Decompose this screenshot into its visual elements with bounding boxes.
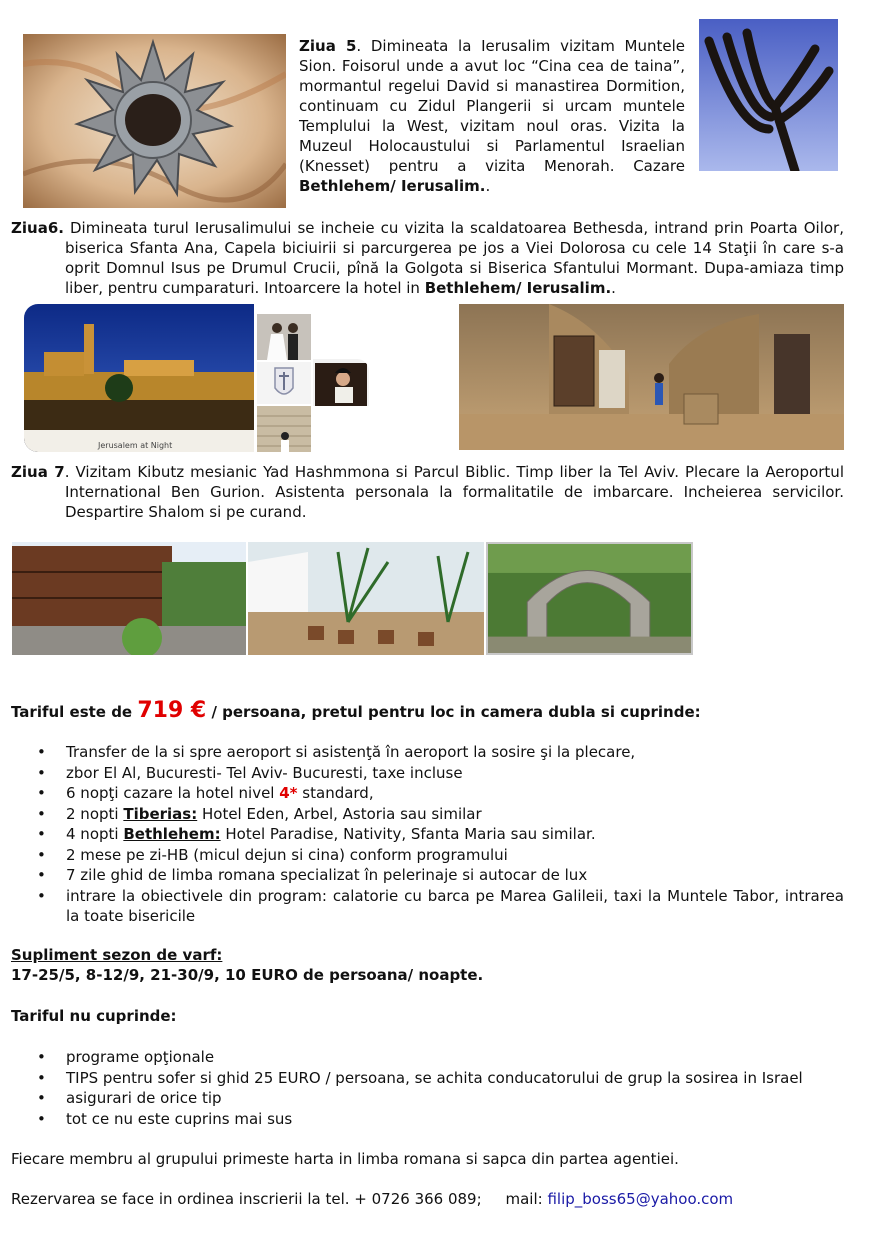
email-link[interactable]: filip_boss65@yahoo.com — [547, 1190, 734, 1208]
item-text: 6 nopţi cazare la hotel nivel — [66, 784, 280, 802]
list-item: • zbor El Al, Bucuresti- Tel Aviv- Bucuresti, taxe incluse — [11, 763, 844, 784]
map-note: Fiecare membru al grupului primeste harta in limba romana si sapca din partea agentiei. — [11, 1150, 679, 1168]
supplement-text — [11, 965, 483, 985]
day5-text: . Dimineata la Ierusalim vizitam Muntele Sion. Foisorul unde a avut loc “Cina cea de taina”, mormantul regelui David si manastirea Dormition, continuam cu Zidul Plangerii si urcam muntele Templului la West, vizitam noul oras. Vizita la Muzeul Holocaustului si Parlamentul Israelian (Knesset) pentru a vizita Menorah. Cazare — [299, 37, 685, 175]
day6-end: . — [611, 279, 616, 297]
excludes-title — [11, 1006, 177, 1026]
day5-stay: Bethlehem/ Ierusalim. — [299, 177, 486, 195]
item-text: standard, — [297, 784, 374, 802]
list-item — [11, 804, 844, 825]
city-tiberias: Tiberias: — [123, 804, 198, 823]
star-of-bethlehem-photo — [23, 34, 286, 208]
day7-text: . Vizitam Kibutz mesianic Yad Hashmmona si Parcul Biblic. Timp liber la Tel Aviv. Plecare la Aeroportul International Ben Gurion. Asistenta personala la formalitatile de imbarcare. Incheierea servicilor. Despartire Shalom si pe curand. — [64, 463, 844, 521]
stone-arch-photo — [486, 542, 693, 655]
list-item: • intrare la obiectivele din program: calatorie cu barca pe Marea Galileii, taxi la Muntele Tabor, intrarea la toate bisericile — [11, 886, 844, 927]
list-item: • TIPS pentru sofer si ghid 25 EURO / persoana, se achita conducatorului de grup la sosirea in Israel — [11, 1068, 851, 1089]
list-item — [11, 824, 844, 845]
supplement-title — [11, 945, 222, 965]
menorah-photo — [699, 19, 838, 171]
day6-label: Ziua6. — [11, 219, 64, 237]
price-line — [11, 698, 861, 725]
price-after: / persoana, pretul pentru loc in camera dubla si cuprinde: — [206, 703, 701, 721]
day6-text: Dimineata turul Ierusalimului se incheie cu vizita la scaldatoarea Bethesda, intrand prin Poarta Oilor, biserica Sfanta Ana, Capela biciuirii si parcurgerea pe jos a Viei Dolorosa cu cele 14 Staţii în care s-a oprit Domnul Isus pe Drumul Crucii, pînă la Golgota si Biserica Sfantului Mormant. Dupa-amiaza timp liber, pentru cumparaturi. Intoarcere la hotel in — [63, 219, 844, 297]
mail-label: mail: — [505, 1190, 548, 1208]
includes-list — [11, 742, 844, 927]
kibbutz-hotel-photo — [12, 542, 246, 655]
old-city-street-photo — [459, 304, 844, 450]
list-item: • Transfer de la si spre aeroport si asistenţă în aeroport la sosire şi la plecare, — [11, 742, 844, 763]
western-wall-photo — [257, 406, 311, 452]
item-text: Hotel Paradise, Nativity, Sfanta Maria sau similar. — [220, 825, 596, 843]
list-item — [11, 783, 844, 804]
jerusalem-night-caption: Jerusalem at Night — [98, 441, 173, 450]
jerusalem-night-photo — [24, 304, 254, 452]
list-item: • tot ce nu este cuprins mai sus — [11, 1109, 851, 1130]
day6-paragraph — [11, 218, 844, 298]
day5-paragraph — [299, 36, 685, 196]
day7-paragraph — [11, 462, 844, 522]
item-text: 2 nopti — [66, 804, 124, 823]
rabbi-photo — [313, 359, 369, 406]
list-item: • asigurari de orice tip — [11, 1088, 851, 1109]
day7-label: Ziua 7 — [11, 463, 65, 481]
price-before: Tariful este de — [11, 703, 138, 721]
item-text: 4 nopti — [66, 825, 124, 843]
list-item: • 7 zile ghid de limba romana specializat în pelerinaje si autocar de lux — [11, 865, 844, 886]
day6-stay: Bethlehem/ Ierusalim. — [424, 279, 612, 297]
garden-chapel-photo — [248, 542, 484, 655]
hotel-rating: 4* — [279, 784, 298, 802]
supplement-dates: 17-25/5, 8-12/9, 21-30/9, 10 EURO de persoana/ noapte. — [11, 966, 484, 984]
wedding-photo — [257, 314, 311, 360]
reservation-line — [11, 1189, 733, 1209]
item-text: Hotel Eden, Arbel, Astoria sau similar — [197, 804, 482, 823]
day5-end: . — [485, 177, 491, 195]
list-item: • programe opţionale — [11, 1047, 851, 1068]
city-bethlehem: Bethlehem: — [123, 825, 221, 843]
excludes-title-text: Tariful nu cuprinde: — [11, 1007, 177, 1025]
supplement-title-text: Supliment sezon de varf: — [11, 946, 223, 964]
list-item: • 2 mese pe zi-HB (micul dejun si cina) conform programului — [11, 845, 844, 866]
excludes-list — [11, 1047, 851, 1129]
reservation-text: Rezervarea se face in ordinea inscrierii la tel. + 0726 366 089; — [11, 1190, 482, 1208]
day5-label: Ziua 5 — [299, 37, 357, 55]
price-amount: 719 € — [137, 698, 207, 723]
jerusalem-emblem-photo — [257, 362, 311, 404]
